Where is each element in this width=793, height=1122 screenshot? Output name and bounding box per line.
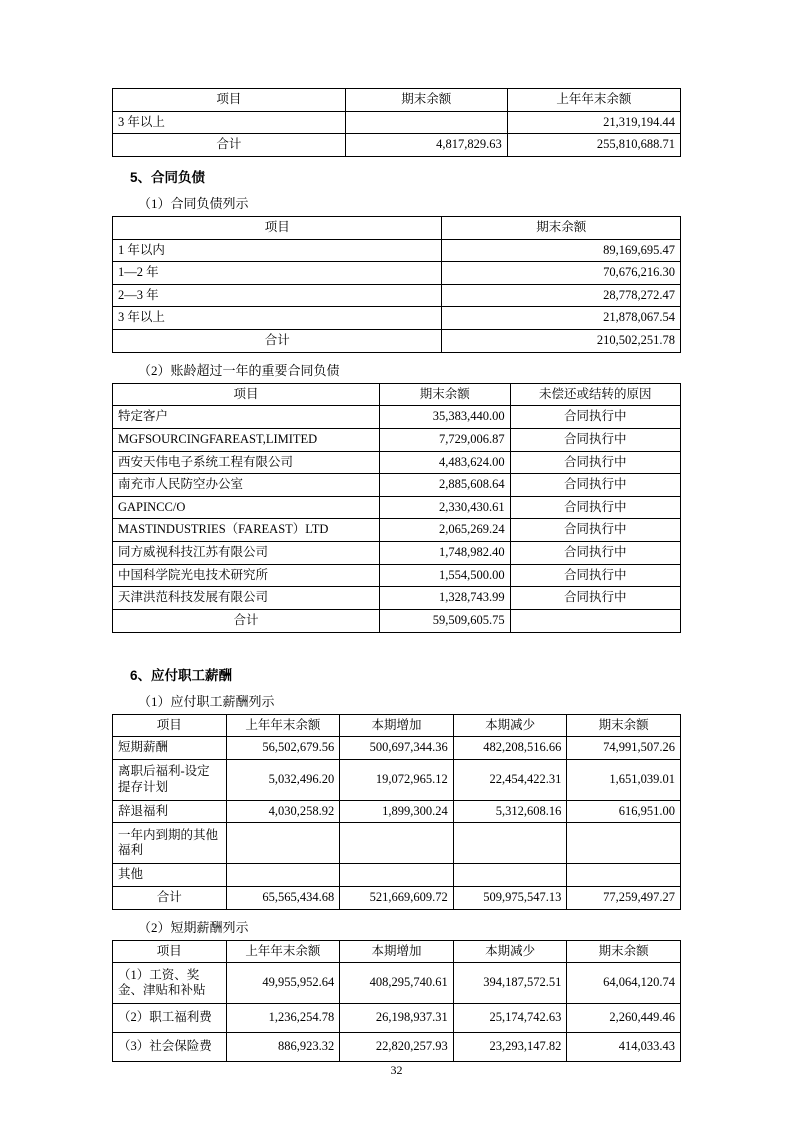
table-row bbox=[113, 963, 681, 1004]
cell-value bbox=[226, 823, 340, 864]
table-row bbox=[113, 587, 681, 610]
column-header: 期末余额 bbox=[567, 714, 681, 737]
column-header: 期末余额 bbox=[345, 89, 507, 112]
cell-item: （1）工资、奖金、津贴和补贴 bbox=[113, 963, 227, 1004]
cell-reason: 合同执行中 bbox=[510, 519, 680, 542]
column-header: 未偿还或结转的原因 bbox=[510, 383, 680, 406]
column-header: 项目 bbox=[113, 940, 227, 963]
table-header-row bbox=[113, 89, 681, 112]
cell-value: 7,729,006.87 bbox=[379, 428, 510, 451]
cell-value bbox=[226, 864, 340, 887]
table-row bbox=[113, 406, 681, 429]
cell-item: 合计 bbox=[113, 134, 346, 157]
cell-item: 西安天伟电子系统工程有限公司 bbox=[113, 451, 380, 474]
cell-item: 同方威视科技江苏有限公司 bbox=[113, 542, 380, 565]
table-header-row bbox=[113, 383, 681, 406]
employee-compensation-table bbox=[112, 714, 681, 910]
cell-item: 特定客户 bbox=[113, 406, 380, 429]
cell-item: 其他 bbox=[113, 864, 227, 887]
cell-value: 23,293,147.82 bbox=[453, 1032, 567, 1061]
cell-value: 4,817,829.63 bbox=[345, 134, 507, 157]
cell-value: 394,187,572.51 bbox=[453, 963, 567, 1004]
cell-value bbox=[567, 864, 681, 887]
cell-item: 合计 bbox=[113, 887, 227, 910]
cell-item: MASTINDUSTRIES（FAREAST）LTD bbox=[113, 519, 380, 542]
cell-value: 56,502,679.56 bbox=[226, 737, 340, 760]
table-header-row bbox=[113, 216, 681, 239]
table-row bbox=[113, 496, 681, 519]
cell-value: 482,208,516.66 bbox=[453, 737, 567, 760]
table-row bbox=[113, 609, 681, 632]
cell-item: 南充市人民防空办公室 bbox=[113, 474, 380, 497]
column-header: 项目 bbox=[113, 216, 442, 239]
cell-value: 408,295,740.61 bbox=[340, 963, 454, 1004]
cell-value: 521,669,609.72 bbox=[340, 887, 454, 910]
table-row bbox=[113, 239, 681, 262]
aging-continuation-table bbox=[112, 88, 681, 157]
cell-value: 2,065,269.24 bbox=[379, 519, 510, 542]
cell-item: 中国科学院光电技术研究所 bbox=[113, 564, 380, 587]
cell-value: 1,328,743.99 bbox=[379, 587, 510, 610]
table-row bbox=[113, 307, 681, 330]
cell-item: （2）职工福利费 bbox=[113, 1004, 227, 1033]
column-header: 本期增加 bbox=[340, 940, 454, 963]
page-number: 32 bbox=[390, 1063, 403, 1077]
cell-value: 77,259,497.27 bbox=[567, 887, 681, 910]
table-row bbox=[113, 519, 681, 542]
cell-item: GAPINCC/O bbox=[113, 496, 380, 519]
column-header: 项目 bbox=[113, 714, 227, 737]
table-row bbox=[113, 474, 681, 497]
cell-item: 2—3 年 bbox=[113, 284, 442, 307]
cell-item: 1 年以内 bbox=[113, 239, 442, 262]
cell-value: 2,885,608.64 bbox=[379, 474, 510, 497]
cell-item: 合计 bbox=[113, 330, 442, 353]
cell-value: 21,878,067.54 bbox=[442, 307, 681, 330]
cell-value: 5,312,608.16 bbox=[453, 800, 567, 823]
table-row bbox=[113, 262, 681, 285]
aged-contract-liability-table bbox=[112, 383, 681, 633]
table-row bbox=[113, 451, 681, 474]
column-header: 项目 bbox=[113, 383, 380, 406]
subsection-title-5-2: （2）账龄超过一年的重要合同负债 bbox=[138, 362, 340, 378]
cell-value: 4,483,624.00 bbox=[379, 451, 510, 474]
table-row bbox=[113, 759, 681, 800]
table-row bbox=[113, 330, 681, 353]
cell-reason bbox=[510, 609, 680, 632]
cell-value: 26,198,937.31 bbox=[340, 1004, 454, 1033]
table-header-row bbox=[113, 714, 681, 737]
column-header: 期末余额 bbox=[567, 940, 681, 963]
subsection-title-6-2: （2）短期薪酬列示 bbox=[138, 919, 249, 935]
cell-value: 64,064,120.74 bbox=[567, 963, 681, 1004]
cell-value: 414,033.43 bbox=[567, 1032, 681, 1061]
cell-value bbox=[453, 823, 567, 864]
cell-reason: 合同执行中 bbox=[510, 587, 680, 610]
table-row bbox=[113, 284, 681, 307]
subsection-title-5-1: （1）合同负债列示 bbox=[138, 195, 249, 211]
table-row bbox=[113, 542, 681, 565]
cell-item: 短期薪酬 bbox=[113, 737, 227, 760]
column-header: 期末余额 bbox=[442, 216, 681, 239]
cell-value: 1,554,500.00 bbox=[379, 564, 510, 587]
cell-value: 886,923.32 bbox=[226, 1032, 340, 1061]
cell-reason: 合同执行中 bbox=[510, 474, 680, 497]
cell-item: （3）社会保险费 bbox=[113, 1032, 227, 1061]
cell-value: 89,169,695.47 bbox=[442, 239, 681, 262]
cell-value: 2,260,449.46 bbox=[567, 1004, 681, 1033]
cell-reason: 合同执行中 bbox=[510, 542, 680, 565]
cell-reason: 合同执行中 bbox=[510, 428, 680, 451]
cell-value bbox=[453, 864, 567, 887]
column-header: 上年年末余额 bbox=[226, 714, 340, 737]
cell-value bbox=[340, 864, 454, 887]
table-row bbox=[113, 1004, 681, 1033]
cell-value: 1,236,254.78 bbox=[226, 1004, 340, 1033]
table-row bbox=[113, 800, 681, 823]
column-header: 上年年末余额 bbox=[507, 89, 680, 112]
cell-value: 22,820,257.93 bbox=[340, 1032, 454, 1061]
table-row bbox=[113, 1032, 681, 1061]
short-term-compensation-table bbox=[112, 940, 681, 1062]
cell-value: 1,651,039.01 bbox=[567, 759, 681, 800]
cell-value bbox=[345, 111, 507, 134]
table-row bbox=[113, 428, 681, 451]
cell-reason: 合同执行中 bbox=[510, 496, 680, 519]
column-header: 期末余额 bbox=[379, 383, 510, 406]
cell-item: 离职后福利-设定提存计划 bbox=[113, 759, 227, 800]
cell-reason: 合同执行中 bbox=[510, 451, 680, 474]
cell-value: 59,509,605.75 bbox=[379, 609, 510, 632]
cell-value bbox=[567, 823, 681, 864]
table-row bbox=[113, 134, 681, 157]
cell-value: 28,778,272.47 bbox=[442, 284, 681, 307]
contract-liability-table bbox=[112, 216, 681, 353]
cell-item: 天津洪范科技发展有限公司 bbox=[113, 587, 380, 610]
cell-value: 49,955,952.64 bbox=[226, 963, 340, 1004]
table-header-row bbox=[113, 940, 681, 963]
column-header: 本期减少 bbox=[453, 714, 567, 737]
column-header: 上年年末余额 bbox=[226, 940, 340, 963]
section-heading-6: 6、应付职工薪酬 bbox=[130, 667, 233, 683]
cell-item: 1—2 年 bbox=[113, 262, 442, 285]
cell-value: 500,697,344.36 bbox=[340, 737, 454, 760]
cell-value: 74,991,507.26 bbox=[567, 737, 681, 760]
cell-item: 3 年以上 bbox=[113, 111, 346, 134]
cell-reason: 合同执行中 bbox=[510, 406, 680, 429]
cell-value: 1,899,300.24 bbox=[340, 800, 454, 823]
table-row bbox=[113, 111, 681, 134]
section-spacer bbox=[112, 633, 681, 655]
cell-value: 19,072,965.12 bbox=[340, 759, 454, 800]
cell-value: 22,454,422.31 bbox=[453, 759, 567, 800]
cell-value: 210,502,251.78 bbox=[442, 330, 681, 353]
cell-value: 4,030,258.92 bbox=[226, 800, 340, 823]
cell-reason: 合同执行中 bbox=[510, 564, 680, 587]
cell-value: 2,330,430.61 bbox=[379, 496, 510, 519]
cell-value: 616,951.00 bbox=[567, 800, 681, 823]
cell-item: 一年内到期的其他福利 bbox=[113, 823, 227, 864]
column-header: 项目 bbox=[113, 89, 346, 112]
cell-value: 5,032,496.20 bbox=[226, 759, 340, 800]
table-row bbox=[113, 887, 681, 910]
cell-item: 合计 bbox=[113, 609, 380, 632]
table-row bbox=[113, 823, 681, 864]
cell-value: 25,174,742.63 bbox=[453, 1004, 567, 1033]
table-row bbox=[113, 737, 681, 760]
section-heading-5: 5、合同负债 bbox=[130, 169, 206, 185]
cell-item: 3 年以上 bbox=[113, 307, 442, 330]
column-header: 本期减少 bbox=[453, 940, 567, 963]
cell-value: 21,319,194.44 bbox=[507, 111, 680, 134]
cell-value: 35,383,440.00 bbox=[379, 406, 510, 429]
cell-value: 509,975,547.13 bbox=[453, 887, 567, 910]
table-row bbox=[113, 564, 681, 587]
cell-value: 65,565,434.68 bbox=[226, 887, 340, 910]
cell-value: 1,748,982.40 bbox=[379, 542, 510, 565]
subsection-title-6-1: （1）应付职工薪酬列示 bbox=[138, 693, 275, 709]
cell-value bbox=[340, 823, 454, 864]
cell-item: MGFSOURCINGFAREAST,LIMITED bbox=[113, 428, 380, 451]
cell-value: 70,676,216.30 bbox=[442, 262, 681, 285]
column-header: 本期增加 bbox=[340, 714, 454, 737]
cell-item: 辞退福利 bbox=[113, 800, 227, 823]
cell-value: 255,810,688.71 bbox=[507, 134, 680, 157]
table-row bbox=[113, 864, 681, 887]
